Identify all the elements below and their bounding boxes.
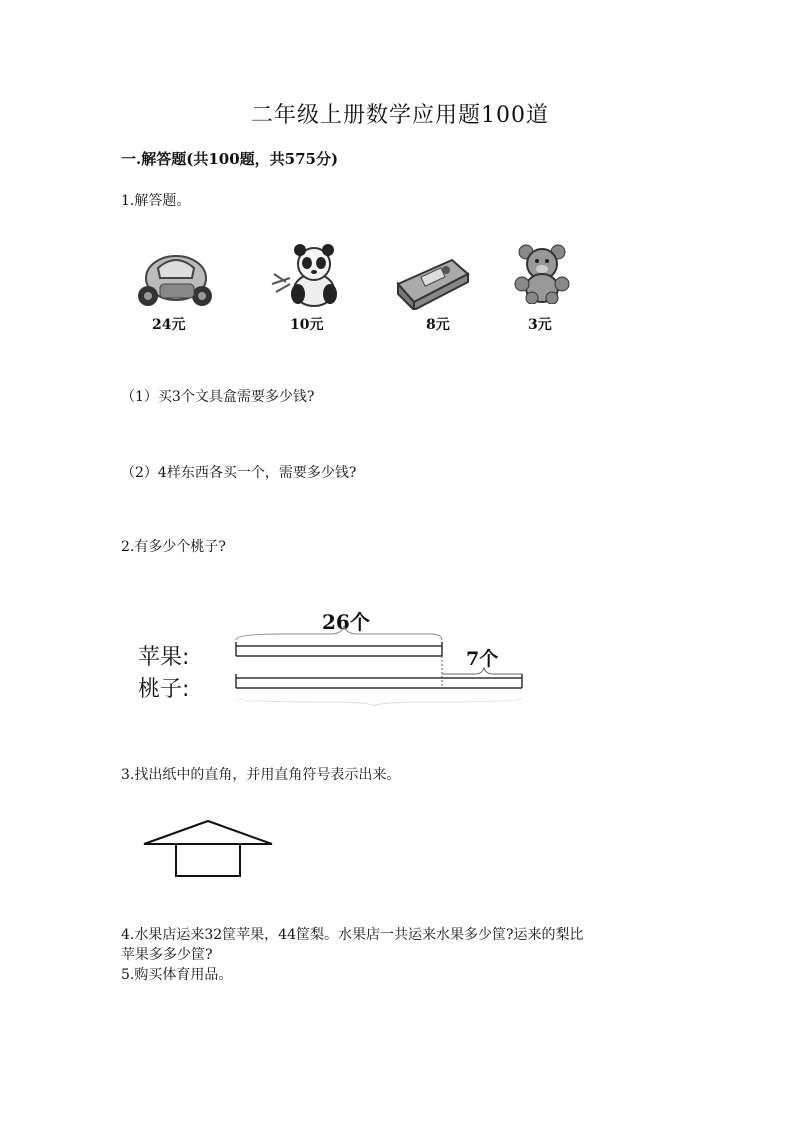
- diagram-row-peach: 桃子:: [138, 677, 190, 702]
- question-3: 3.找出纸中的直角，并用直角符号表示出来。: [121, 767, 401, 783]
- page-title: 二年级上册数学应用题100道: [251, 103, 549, 128]
- pencil-box-icon: [394, 254, 470, 310]
- line-segment-diagram: [130, 594, 540, 714]
- question-4-line-1: 4.水果店运来32筐苹果，44筐梨。水果店一共运来水果多少筐?运来的梨比: [121, 927, 584, 943]
- panda-icon: [270, 244, 340, 308]
- house-shape-figure: [142, 818, 274, 880]
- diagram-lines: [130, 594, 540, 714]
- price-pencil-box: 8元: [426, 317, 450, 333]
- diagram-row-apple: 苹果:: [138, 645, 190, 670]
- question-1-part-1: （1）买3个文具盒需要多少钱?: [121, 389, 315, 405]
- toy-car-icon: [136, 248, 214, 312]
- question-4-line-2: 苹果多多少筐?: [121, 947, 213, 963]
- diagram-extra-label: 7个: [466, 648, 499, 670]
- price-panda: 10元: [290, 317, 324, 333]
- teddy-bear-icon: [514, 244, 570, 304]
- section-header: 一.解答题(共100题，共575分): [121, 150, 339, 168]
- question-2: 2.有多少个桃子?: [121, 539, 226, 555]
- price-toy-car: 24元: [152, 317, 186, 333]
- question-5: 5.购买体育用品。: [121, 967, 233, 983]
- diagram-total-label: 26个: [322, 610, 370, 634]
- question-1: 1.解答题。: [121, 193, 191, 209]
- question-1-part-2: （2）4样东西各买一个，需要多少钱?: [121, 465, 357, 481]
- price-teddy-bear: 3元: [528, 317, 552, 333]
